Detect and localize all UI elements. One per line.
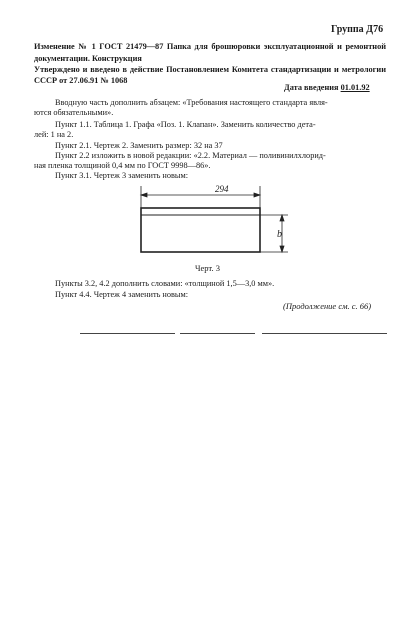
paragraph-2-2-line2: ная пленка толщиной 0,4 мм по ГОСТ 9998—86». bbox=[34, 161, 211, 170]
width-dimension-label: 294 bbox=[215, 184, 229, 194]
amendment-title: Изменение № 1 ГОСТ 21479—87 Папка для брошюровки эксплуатационной и ремонтной документации. Конструкция bbox=[34, 42, 386, 63]
effective-date-value: 01.01.92 bbox=[340, 83, 370, 92]
paragraph-1-1-line2: лей: 1 на 2. bbox=[34, 130, 74, 139]
arrow-up-icon bbox=[280, 215, 284, 221]
height-dimension-label: b bbox=[277, 229, 282, 240]
paragraph-3-2: Пункты 3.2, 4.2 дополнить словами: «толщиной 1,5—3,0 мм». bbox=[55, 279, 275, 288]
arrow-right-icon bbox=[254, 193, 260, 197]
paragraph-intro-line1: Вводную часть дополнить абзацем: «Требования настоящего стандарта явля- bbox=[55, 98, 328, 107]
paragraph-4-4: Пункт 4.4. Чертеж 4 заменить новым: bbox=[55, 290, 189, 299]
paragraph-1-1-line1: Пункт 1.1. Таблица 1. Графа «Поз. 1. Клапан». Заменить количество дета- bbox=[55, 120, 316, 129]
continuation-note: (Продолжение см. с. 66) bbox=[283, 301, 372, 311]
paragraph-2-2-line1: Пункт 2.2 изложить в новой редакции: «2.2. Материал — поливинилхлорид- bbox=[55, 151, 326, 160]
paragraph-intro-line2: ются обязательными». bbox=[34, 108, 114, 117]
arrow-left-icon bbox=[141, 193, 147, 197]
divider-middle bbox=[180, 333, 255, 334]
paragraph-3-1: Пункт 3.1. Чертеж 3 заменить новым: bbox=[55, 171, 189, 180]
divider-left bbox=[80, 333, 175, 334]
paragraph-2-1: Пункт 2.1. Чертеж 2. Заменить размер: 32 на 37 bbox=[55, 141, 223, 150]
arrow-down-icon bbox=[280, 246, 284, 252]
figure-caption: Черт. 3 bbox=[195, 263, 221, 273]
approval-statement: Утверждено и введено в действие Постановлением Комитета стандартизации и метрологии СССР от 27.06.91 № 1068 bbox=[34, 65, 386, 85]
group-code: Группа Д76 bbox=[331, 24, 384, 35]
effective-date-label: Дата введения bbox=[284, 83, 341, 92]
drawing-3 bbox=[120, 180, 300, 260]
divider-right bbox=[262, 333, 387, 334]
effective-date bbox=[284, 83, 370, 92]
